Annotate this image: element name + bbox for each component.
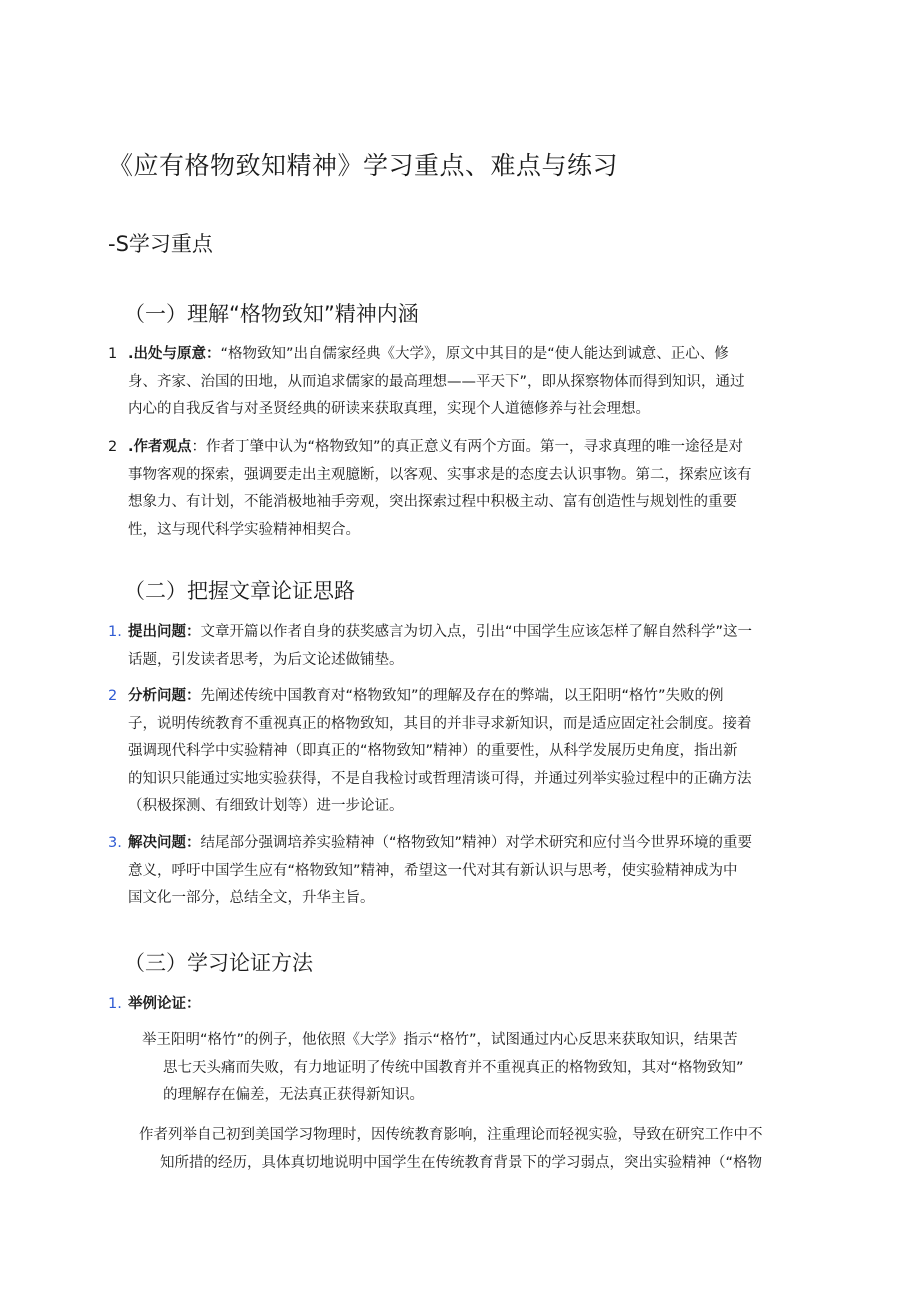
paragraph-line: 作者列举自己初到美国学习物理时，因传统教育影响，注重理论而轻视实验，导致在研究工作中不 — [139, 1127, 763, 1143]
item-text-line: 强调现代科学中实验精神（即真正的“格物致知”精神）的重要性，从科学发展历史角度，指出新 — [128, 743, 738, 759]
item-text-line: 结尾部分强调培养实验精神（“格物致知”精神）对学术研究和应付当今世界环境的重要 — [200, 835, 753, 851]
item-text-line: 国文化一部分，总结全文，升华主旨。 — [128, 890, 375, 906]
list-number: 1 — [108, 346, 118, 362]
list-number: 2 — [108, 439, 118, 455]
item-label: 解决问题： — [128, 835, 201, 851]
list-item — [108, 830, 810, 913]
item-text-line: “格物致知”出自儒家经典《大学》，原文中其目的是“使人能达到诚意、正心、修 — [220, 346, 729, 362]
paragraph-line: 思七天头痛而失败，有力地证明了传统中国教育并不重视真正的格物致知，其对“格物致知” — [163, 1059, 744, 1076]
item-text-line: 事物客观的探索，强调要走出主观臆断，以客观、实事求是的态度去认识事物。第二，探索应该有 — [128, 466, 752, 483]
list-item — [108, 683, 810, 821]
item-text-line: 性，这与现代科学实验精神相契合。 — [128, 521, 360, 538]
item-text-line: （积极探测、有细致计划等）进一步论证。 — [128, 798, 404, 814]
paragraph-line: 知所措的经历，具体真切地说明中国学生在传统教育背景下的学习弱点，突出实验精神（“格物 — [160, 1154, 763, 1171]
item-text-line: 想象力、有计划，不能消极地袖手旁观，突出探索过程中积极主动、富有创造性与规划性的重要 — [128, 494, 737, 510]
paragraph-line: 举王阳明“格竹”的例子，他依照《大学》指示“格竹”，试图通过内心反思来获取知识，结果苦 — [142, 1032, 738, 1048]
subheading-argument-methods: （三）学习论证方法 — [124, 951, 313, 975]
item-text-line: 内心的自我反省与对圣贤经典的研读来获取真理，实现个人道德修养与社会理想。 — [128, 401, 650, 417]
subheading-argument-structure: （二）把握文章论证思路 — [124, 579, 355, 603]
section-heading-key-points: -S学习重点 — [108, 232, 213, 256]
item-text-line: 文章开篇以作者自身的获奖感言为切入点，引出“中国学生应该怎样了解自然科学”这一 — [200, 624, 753, 640]
item-text-line: ：作者丁肇中认为“格物致知”的真正意义有两个方面。第一，寻求真理的唯一途径是对 — [191, 439, 744, 455]
list-item — [108, 991, 810, 1019]
list-number: 1. — [108, 996, 122, 1012]
list-item — [108, 619, 810, 674]
item-label: .出处与原意： — [128, 346, 221, 362]
item-label: .作者观点 — [128, 439, 192, 455]
item-text-line: 话题，引发读者思考，为后文论述做铺垫。 — [128, 651, 404, 668]
paragraph-line: 的理解存在偏差，无法真正获得新知识。 — [163, 1087, 424, 1103]
item-label: 举例论证： — [128, 996, 201, 1012]
list-number: 3. — [108, 835, 122, 851]
item-text-line: 子，说明传统教育不重视真正的格物致知，其目的并非寻求新知识，而是适应固定社会制度。接着 — [128, 715, 752, 732]
paragraph-example-author — [139, 1122, 763, 1177]
item-text-line: 的知识只能通过实地实验获得，不是自我检讨或哲理清谈可得，并通过列举实验过程中的正确方法 — [128, 770, 752, 787]
list-item — [108, 434, 810, 544]
item-label: 分析问题： — [128, 688, 201, 704]
paragraph-example-wang-yangming — [142, 1027, 744, 1110]
item-text-line: 意义，呼吁中国学生应有“格物致知”精神，希望这一代对其有新认识与思考，使实验精神成为中 — [128, 862, 738, 879]
list-item — [108, 341, 810, 424]
list-number: 2 — [108, 688, 118, 704]
document-title: 《应有格物致知精神》学习重点、难点与练习 — [108, 151, 619, 180]
list-number: 1. — [108, 624, 122, 640]
item-label: 提出问题： — [128, 624, 201, 640]
item-text-line: 身、齐家、治国的田地，从而追求儒家的最高理想——平天下”，即从探察物体而得到知识，通过 — [128, 373, 745, 390]
subheading-understand-spirit: （一）理解“格物致知”精神内涵 — [124, 302, 419, 326]
item-text-line: 先阐述传统中国教育对“格物致知”的理解及存在的弊端，以王阳明“格竹”失败的例 — [200, 688, 724, 704]
